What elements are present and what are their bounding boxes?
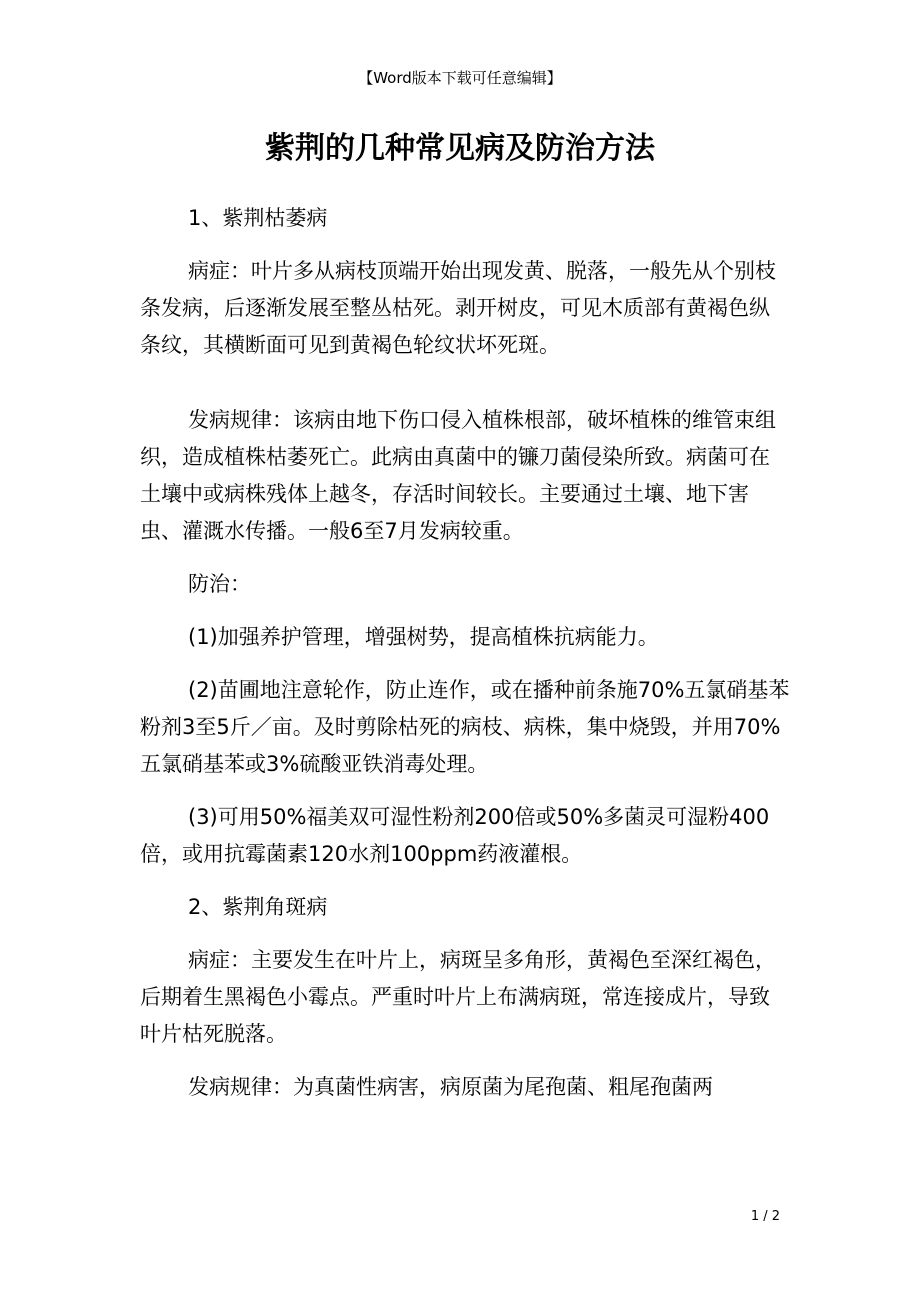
section-heading: 2、紫荆角斑病 xyxy=(188,895,328,919)
paragraph: 病症：叶片多从病枝顶端开始出现发黄、脱落，一般先从个别枝条发病，后逐渐发展至整丛枯死。剥开树皮，可见木质部有黄褐色纵条纹，其横断面可见到黄褐色轮纹状坏死斑。 xyxy=(140,259,776,357)
header-note: 【Word版本下载可任意编辑】 xyxy=(358,69,562,87)
page-number: 1 / 2 xyxy=(750,1209,780,1224)
page-title: 紫荆的几种常见病及防治方法 xyxy=(265,131,655,166)
list-item: (1)加强养护管理，增强树势，提高植株抗病能力。 xyxy=(188,625,659,649)
paragraph: 防治： xyxy=(188,572,251,596)
paragraph: 病症：主要发生在叶片上，病斑呈多角形，黄褐色至深红褐色，后期着生黑褐色小霉点。严重时叶片上布满病斑，常连接成片，导致叶片枯死脱落。 xyxy=(140,948,776,1046)
paragraph: 发病规律：该病由地下伤口侵入植株根部，破坏植株的维管束组织，造成植株枯萎死亡。此病由真菌中的镰刀菌侵染所致。病菌可在土壤中或病株残体上越冬，存活时间较长。主要通过土壤、地下害虫、灌溉水传播。一般6至7月发病较重。 xyxy=(140,408,776,543)
document-body xyxy=(140,200,790,1106)
section-heading: 1、紫荆枯萎病 xyxy=(188,206,328,230)
list-item: (2)苗圃地注意轮作，防止连作，或在播种前条施70%五氯硝基苯粉剂3至5斤／亩。及时剪除枯死的病枝、病株，集中烧毁，并用70%五氯硝基苯或3%硫酸亚铁消毒处理。 xyxy=(140,678,790,776)
paragraph: 发病规律：为真菌性病害，病原菌为尾孢菌、粗尾孢菌两 xyxy=(188,1075,713,1099)
list-item: (3)可用50%福美双可湿性粉剂200倍或50%多菌灵可湿粉400倍，或用抗霉菌素120水剂100ppm药液灌根。 xyxy=(140,805,770,866)
